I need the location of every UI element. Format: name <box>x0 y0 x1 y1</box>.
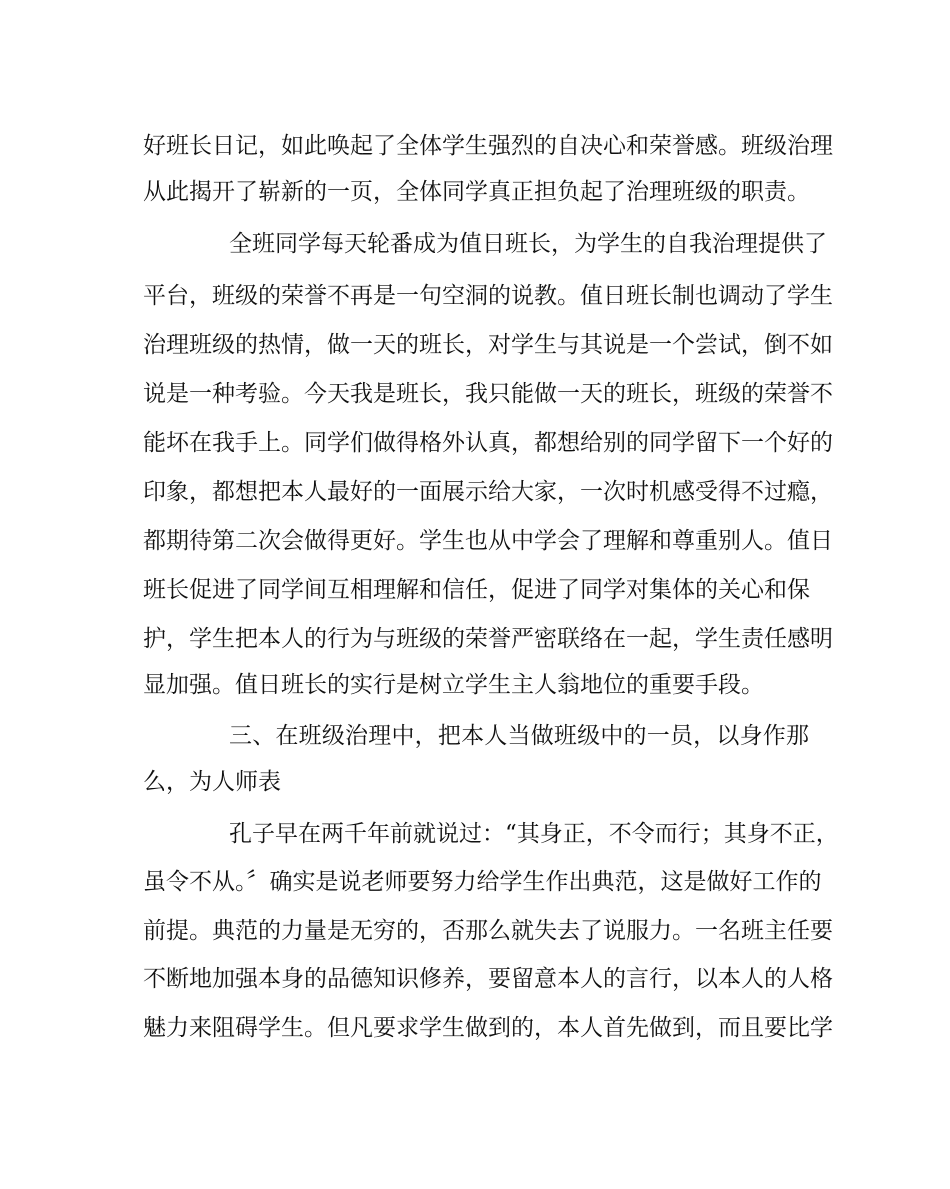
text-line: 孔子早在两千年前就说过：“其身正，不令而行；其身不正， <box>229 821 839 847</box>
text-line: 能坏在我手上。同学们做得格外认真，都想给别的同学留下一个好的 <box>143 430 833 456</box>
text-line: 从此揭开了崭新的一页，全体同学真正担负起了治理班级的职责。 <box>143 179 810 205</box>
text-line: 魅力来阻碍学生。但凡要求学生做到的，本人首先做到，而且要比学 <box>143 1015 833 1041</box>
text-line: 说是一种考验。今天我是班长，我只能做一天的班长，班级的荣誉不 <box>143 381 833 407</box>
text-line: 全班同学每天轮番成为值日班长，为学生的自我治理提供了 <box>229 231 827 257</box>
text-line: 印象，都想把本人最好的一面展示给大家，一次时机感受得不过瘾， <box>143 479 833 505</box>
text-line: 好班长日记，如此唤起了全体学生强烈的自决心和荣誉感。班级治理 <box>143 133 833 159</box>
text-line: 前提。典范的力量是无穷的，否那么就失去了说服力。一名班主任要 <box>143 918 833 944</box>
section-heading-continued: 么，为人师表 <box>143 769 281 795</box>
text-line: 平台，班级的荣誉不再是一句空洞的说教。值日班长制也调动了学生 <box>143 283 833 309</box>
text-line: 治理班级的热情，做一天的班长，对学生与其说是一个尝试，倒不如 <box>143 332 833 358</box>
text-line: 班长促进了同学间互相理解和信任，促进了同学对集体的关心和保 <box>143 577 810 603</box>
text-line: 不断地加强本身的品德知识修养，要留意本人的言行，以本人的人格 <box>143 966 833 992</box>
text-line: 护，学生把本人的行为与班级的荣誉严密联络在一起，学生责任感明 <box>143 626 833 652</box>
text-line: 虽令不从。〞确实是说老师要努力给学生作出典范，这是做好工作的 <box>143 869 822 895</box>
text-line: 显加强。值日班长的实行是树立学生主人翁地位的重要手段。 <box>143 672 764 698</box>
text-line: 都期待第二次会做得更好。学生也从中学会了理解和尊重别人。值日 <box>143 528 833 554</box>
section-heading: 三、在班级治理中，把本人当做班级中的一员，以身作那 <box>229 723 809 749</box>
